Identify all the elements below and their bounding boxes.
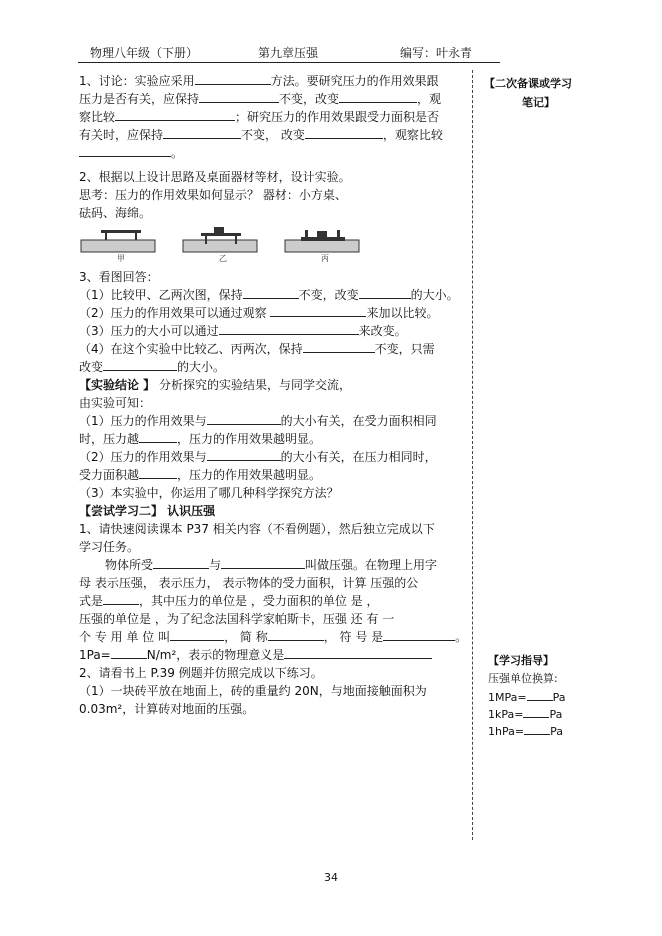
conclusion-c2-cont: 受力面积越 ，压力的作用效果越明显。 xyxy=(79,468,322,482)
conversion-hpa: 1hPa= Pa xyxy=(488,722,563,740)
try2-p1: 物体所受 与 叫做压强。在物理上用字 xyxy=(105,558,438,572)
try2-p3: 式是 ，其中压力的单位是 ，受力面积的单位 是 ， xyxy=(79,594,379,608)
main-content xyxy=(79,72,471,718)
sec1-line5: 。 xyxy=(79,144,471,162)
header-chapter: 第九章压强 xyxy=(258,46,319,60)
try2-p5: 个 专 用 单 位 叫 ， 简 称 ， 符 号 是 。 xyxy=(79,630,468,644)
page-number: 34 xyxy=(324,871,338,884)
sec1-line3: 察比较 ；研究压力的作用效果跟受力面积是否 xyxy=(79,110,440,124)
sec2-line1: 2、根据以上设计思路及桌面器材等材，设计实验。 xyxy=(79,170,351,184)
try2-p6: 1Pa= N/m²，表示的物理意义是 xyxy=(79,646,471,664)
sec3-title: 3、看图回答： xyxy=(79,270,159,284)
sec2-line2: 思考：压力的作用效果如何显示？ 器材：小方桌、 xyxy=(79,188,347,202)
try2-l2: 学习任务。 xyxy=(79,540,140,554)
conclusion-c3: （3）本实验中，你运用了哪几种科学探究方法？ xyxy=(79,486,339,500)
conclusion-c2: （2）压力的作用效果与 的大小有关，在压力相同时， xyxy=(79,450,437,464)
conclusion-line2: 由实验可知： xyxy=(79,396,152,410)
header-grade: 物理八年级（下册） xyxy=(90,46,199,60)
sec1-line4: 有关时，应保持 不变， 改变 ，观察比较 xyxy=(79,128,443,142)
conclusion-c1-cont: 时，压力越 ，压力的作用效果越明显。 xyxy=(79,432,322,446)
sec1-line2: 压力是否有关，应保持 不变，改变 ，观 xyxy=(79,92,442,106)
try2-l5: 0.03m²，计算砖对地面的压强。 xyxy=(79,702,255,716)
try2-l4: （1）一块砖平放在地面上，砖的重量约 20N，与地面接触面积为 xyxy=(79,684,427,698)
notes-title-2: 笔记】 xyxy=(522,96,555,109)
sec3-q1: （1）比较甲、乙两次图，保持 不变，改变 的大小。 xyxy=(79,288,459,302)
guide-title: 【学习指导】 xyxy=(488,654,554,667)
try2-p2: 母 表示压强， 表示压力， 表示物体的受力面积，计算 压强的公 xyxy=(79,576,419,590)
sec1-line1: 1、讨论：实验应采用 方法。要研究压力的作用效果跟 xyxy=(79,74,439,88)
guide-subtitle: 压强单位换算: xyxy=(488,672,558,685)
conversion-kpa: 1kPa= Pa xyxy=(488,705,562,723)
experiment-figures xyxy=(79,226,471,262)
notes-title-1: 【二次备课或学习 xyxy=(484,77,572,90)
figure-label-yi: 乙 xyxy=(219,254,227,262)
figure-label-jia: 甲 xyxy=(117,254,125,262)
try2-l3: 2、请看书上 P.39 例题并仿照完成以下练习。 xyxy=(79,666,323,680)
column-divider xyxy=(472,70,473,840)
figure-jia xyxy=(81,230,155,252)
conclusion-line1: 【实验结论 】 分析探究的实验结果，与同学交流， xyxy=(79,378,352,392)
figure-yi xyxy=(183,227,257,252)
conclusion-c1: （1）压力的作用效果与 的大小有关，在受力面积相同 xyxy=(79,414,437,428)
header-rule xyxy=(78,62,500,63)
sec3-q4: （4）在这个实验中比较乙、丙两次，保持 不变，只需 xyxy=(79,342,435,356)
figure-bing xyxy=(285,230,359,252)
sec3-q4-cont: 改变 的大小。 xyxy=(79,360,226,374)
sec2-line3: 砝码、海绵。 xyxy=(79,206,152,220)
sec3-q2: （2）压力的作用效果可以通过观察 来加以比较。 xyxy=(79,306,439,320)
try2-l1: 1、请快速阅读课本 P37 相关内容（不看例题），然后独立完成以下 xyxy=(79,522,435,536)
sec3-q3: （3）压力的大小可以通过 来改变。 xyxy=(79,324,407,338)
try2-title: 【尝试学习二】 认识压强 xyxy=(79,504,216,518)
figure-label-bing: 丙 xyxy=(321,254,329,262)
header-author: 编写：叶永青 xyxy=(400,46,473,60)
try2-p4: 压强的单位是 ，为了纪念法国科学家帕斯卡，压强 还 有 一 xyxy=(79,612,395,626)
conversion-mpa: 1MPa= Pa xyxy=(488,688,565,706)
